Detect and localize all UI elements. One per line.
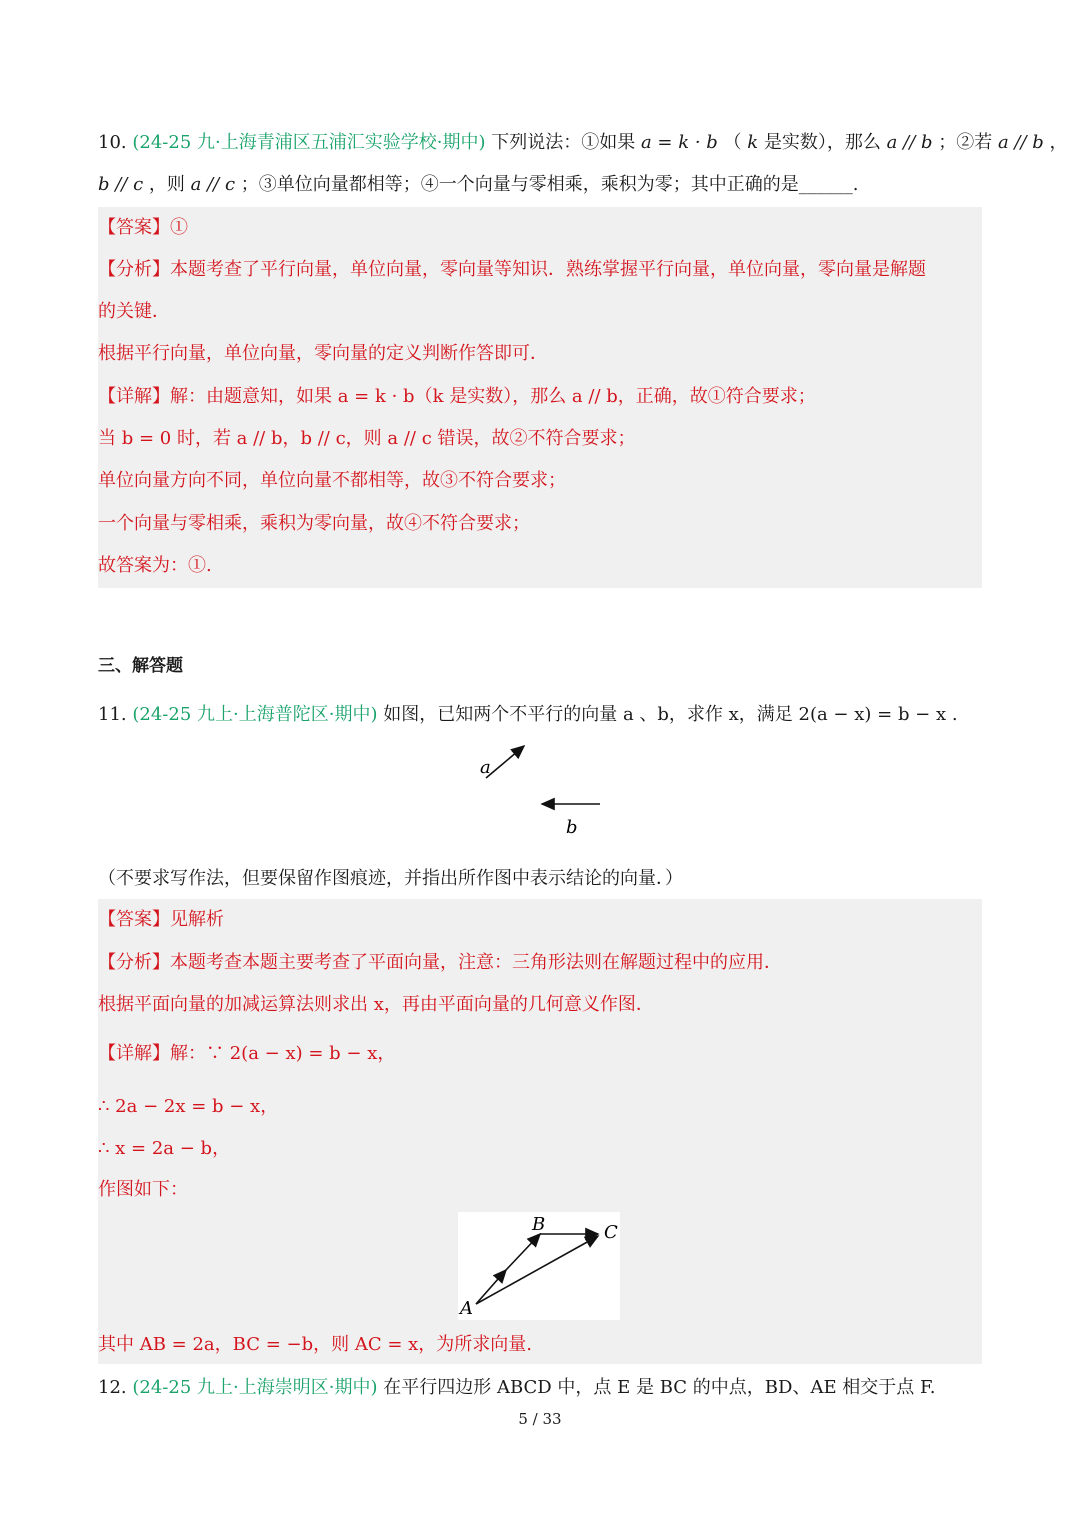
section-heading: 三、解答题 — [98, 656, 183, 676]
q10-analysis-2: 的关键． — [98, 301, 170, 322]
arrow-A-mid — [476, 1270, 506, 1304]
q10-text-e: ， — [1049, 132, 1068, 153]
page-number: 5 / 33 — [518, 1410, 562, 1428]
q10-text-d: ；②若 — [938, 132, 993, 153]
q11-line1 — [98, 702, 982, 728]
q10-text-g: ；③单位向量都相等；④一个向量与零相乘，乘积为零；其中正确的是______. — [240, 174, 859, 195]
point-B-label: B — [532, 1214, 546, 1235]
q11-stem: 如图，已知两个不平行的向量 a 、b，求作 x，满足 2(a − x) = b − x . — [383, 704, 958, 725]
q10-detail-2: 当 b = 0 时，若 a // b，b // c，则 a // c 错误，故②不符合要求； — [98, 428, 636, 449]
q10-analysis-1: 【分析】本题考查了平行向量，单位向量，零向量等知识．熟练掌握平行向量，单位向量，零向量是解题 — [98, 259, 926, 280]
q10-text-f: ，则 — [148, 174, 185, 195]
q10-par4: a // c — [190, 174, 236, 195]
q10-answer: 【答案】① — [98, 217, 188, 238]
q11-note: （不要求写作法，但要保留作图痕迹，并指出所作图中表示结论的向量．） — [98, 868, 683, 889]
q11-source: (24-25 九上·上海普陀区·期中) — [132, 704, 378, 725]
q10-eq1: a = k · b — [640, 132, 718, 153]
q12-source: (24-25 九上·上海崇明区·期中) — [132, 1377, 378, 1398]
q10-detail-3: 单位向量方向不同，单位向量不都相等，故③不符合要求； — [98, 470, 566, 491]
q10-k: k — [747, 132, 759, 153]
q10-par2: a // b — [997, 132, 1044, 153]
q12-number: 12. — [98, 1377, 127, 1398]
q11-detail-1: 【详解】解：∵ 2(a − x) = b − x， — [98, 1043, 396, 1064]
q10-par3: b // c — [98, 174, 144, 195]
q10-detail-1: 【详解】解：由题意知，如果 a = k · b（k 是实数），那么 a // b，正确，故①符合要求； — [98, 386, 816, 407]
q10-text-b: （ — [723, 132, 742, 153]
vector-b-label: b — [566, 817, 578, 838]
q10-text-c: 是实数），那么 — [763, 132, 881, 153]
q10-source: (24-25 九·上海青浦区五浦汇实验学校·期中) — [132, 132, 486, 153]
q12-stem: 在平行四边形 ABCD 中，点 E 是 BC 的中点，BD、AE 相交于点 F. — [383, 1377, 936, 1398]
point-C-label: C — [604, 1222, 618, 1243]
vector-a-label: a — [480, 757, 491, 778]
q11-analysis-2: 根据平面向量的加减运算法则求出 x，再由平面向量的几何意义作图． — [98, 994, 654, 1015]
q10-analysis-3: 根据平行向量，单位向量，零向量的定义判断作答即可． — [98, 343, 548, 364]
q10-text-a: 下列说法：①如果 — [491, 132, 636, 153]
q11-detail-3: ∴ x = 2a − b， — [98, 1138, 231, 1159]
q10-detail-5: 故答案为：①. — [98, 555, 212, 576]
vector-figure — [470, 740, 620, 840]
q11-analysis-1: 【分析】本题考查本题主要考查了平面向量，注意：三角形法则在解题过程中的应用． — [98, 952, 782, 973]
arrow-A-C — [476, 1236, 598, 1304]
q11-number: 11. — [98, 704, 127, 725]
arrow-mid-B — [506, 1234, 540, 1270]
q11-detail-4: 作图如下： — [98, 1179, 188, 1200]
q11-detail-2: ∴ 2a − 2x = b − x， — [98, 1096, 279, 1117]
q10-line1 — [98, 130, 1068, 156]
q12-line1 — [98, 1375, 982, 1401]
q10-line2 — [98, 172, 982, 198]
q11-answer: 【答案】见解析 — [98, 909, 224, 930]
q10-number: 10. — [98, 132, 127, 153]
q10-detail-4: 一个向量与零相乘，乘积为零向量，故④不符合要求； — [98, 513, 530, 534]
vector-a-arrow — [486, 746, 524, 778]
q10-par1: a // b — [886, 132, 933, 153]
q11-conclusion: 其中 AB = 2a，BC = −b，则 AC = x，为所求向量. — [98, 1334, 533, 1355]
point-A-label: A — [460, 1298, 473, 1319]
solution-figure-panel — [458, 1212, 620, 1320]
solution-figure — [458, 1212, 620, 1320]
